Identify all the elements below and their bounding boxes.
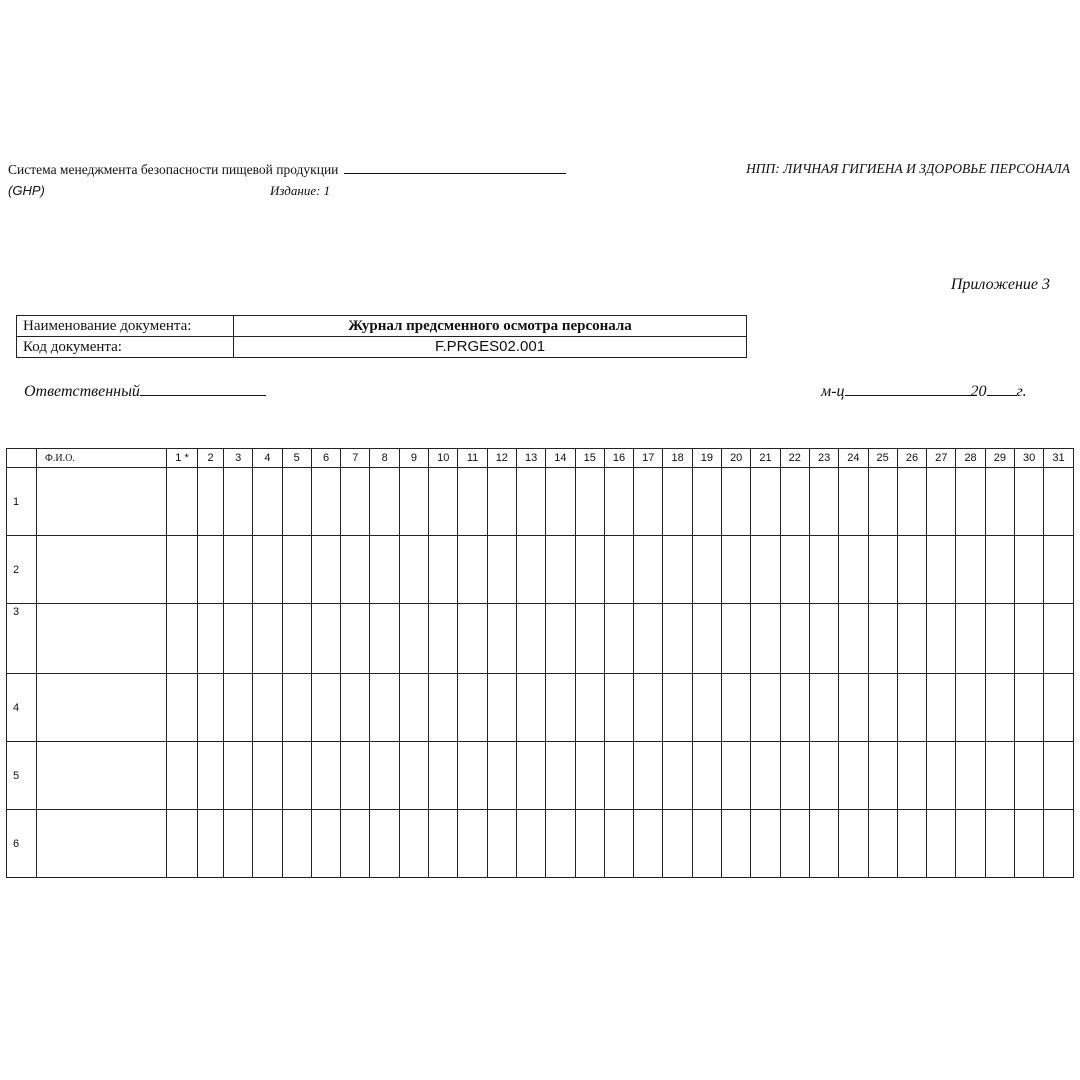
- day-header: 22: [780, 449, 809, 468]
- day-cell[interactable]: [198, 468, 224, 536]
- day-cell[interactable]: [839, 810, 868, 878]
- day-cell[interactable]: [224, 468, 253, 536]
- day-cell[interactable]: [1015, 604, 1044, 674]
- day-header: 12: [487, 449, 516, 468]
- day-cell[interactable]: [341, 742, 370, 810]
- document-name-row: [17, 316, 747, 337]
- day-cell[interactable]: [224, 674, 253, 742]
- document-name-value: Журнал предсменного осмотра персонала: [234, 316, 747, 337]
- day-cell[interactable]: [282, 468, 311, 536]
- day-cell[interactable]: [341, 536, 370, 604]
- day-cell[interactable]: [198, 536, 224, 604]
- day-cell[interactable]: [370, 468, 399, 536]
- day-cell[interactable]: [311, 810, 340, 878]
- document-code-label: Код документа:: [17, 337, 234, 358]
- day-cell[interactable]: [311, 742, 340, 810]
- day-header: 25: [868, 449, 897, 468]
- day-cell[interactable]: [198, 674, 224, 742]
- day-cell[interactable]: [780, 674, 809, 742]
- day-cell[interactable]: [1044, 810, 1073, 878]
- day-cell[interactable]: [809, 536, 838, 604]
- year-suffix: г.: [1016, 383, 1027, 400]
- fio-cell[interactable]: [37, 810, 167, 878]
- system-blank-line: [344, 161, 566, 174]
- day-cell[interactable]: [546, 674, 575, 742]
- day-cell[interactable]: [458, 604, 487, 674]
- day-cell[interactable]: [458, 468, 487, 536]
- day-cell[interactable]: [985, 604, 1014, 674]
- day-cell[interactable]: [868, 604, 897, 674]
- day-header: 11: [458, 449, 487, 468]
- day-cell[interactable]: [282, 604, 311, 674]
- day-cell[interactable]: [487, 536, 516, 604]
- day-header: 13: [516, 449, 545, 468]
- day-cell[interactable]: [809, 810, 838, 878]
- ghp-label: (GHP): [8, 183, 45, 198]
- day-cell[interactable]: [956, 742, 985, 810]
- day-cell[interactable]: [370, 536, 399, 604]
- day-cell[interactable]: [399, 468, 428, 536]
- table-row: [7, 604, 1080, 674]
- day-cell[interactable]: [224, 742, 253, 810]
- day-cell[interactable]: [546, 468, 575, 536]
- day-cell[interactable]: [224, 604, 253, 674]
- row-number: 2: [7, 536, 37, 604]
- day-cell[interactable]: [311, 468, 340, 536]
- inspection-grid: [6, 448, 1080, 878]
- day-cell[interactable]: [1015, 742, 1044, 810]
- day-cell[interactable]: [839, 742, 868, 810]
- day-cell[interactable]: [780, 742, 809, 810]
- day-cell[interactable]: [516, 468, 545, 536]
- day-cell[interactable]: [282, 674, 311, 742]
- day-header: 18: [663, 449, 692, 468]
- day-cell[interactable]: [985, 536, 1014, 604]
- day-cell[interactable]: [575, 810, 604, 878]
- day-cell[interactable]: [1044, 536, 1073, 604]
- day-cell[interactable]: [868, 810, 897, 878]
- day-cell[interactable]: [897, 604, 926, 674]
- day-header: 6: [311, 449, 340, 468]
- day-cell[interactable]: [634, 810, 663, 878]
- day-cell[interactable]: [575, 674, 604, 742]
- row-number: 3: [7, 604, 37, 674]
- year-prefix: 20: [970, 383, 987, 400]
- day-cell[interactable]: [458, 536, 487, 604]
- day-cell[interactable]: [198, 742, 224, 810]
- day-cell[interactable]: [546, 742, 575, 810]
- day-cell[interactable]: [692, 810, 721, 878]
- document-code-row: [17, 337, 747, 358]
- day-cell[interactable]: [546, 536, 575, 604]
- day-header: 19: [692, 449, 721, 468]
- day-cell[interactable]: [429, 810, 458, 878]
- day-cell[interactable]: [311, 536, 340, 604]
- responsible-field: [24, 380, 266, 401]
- day-cell[interactable]: [1044, 674, 1073, 742]
- day-cell[interactable]: [897, 468, 926, 536]
- day-header: 27: [927, 449, 956, 468]
- appendix-label: Приложение 3: [950, 276, 1050, 293]
- day-cell[interactable]: [780, 468, 809, 536]
- day-cell[interactable]: [722, 810, 751, 878]
- day-header: 10: [429, 449, 458, 468]
- day-cell[interactable]: [429, 536, 458, 604]
- day-cell[interactable]: [692, 468, 721, 536]
- row-number-header: [7, 449, 37, 468]
- day-cell[interactable]: [604, 536, 633, 604]
- day-cell[interactable]: [370, 674, 399, 742]
- day-cell[interactable]: [253, 468, 282, 536]
- day-cell[interactable]: [809, 742, 838, 810]
- year-blank-line[interactable]: [987, 380, 1017, 396]
- day-cell[interactable]: [516, 536, 545, 604]
- day-cell[interactable]: [1044, 468, 1073, 536]
- day-cell[interactable]: [167, 468, 198, 536]
- day-cell[interactable]: [167, 536, 198, 604]
- day-cell[interactable]: [399, 674, 428, 742]
- day-cell[interactable]: [604, 810, 633, 878]
- day-cell[interactable]: [751, 536, 780, 604]
- day-cell[interactable]: [722, 674, 751, 742]
- document-name-label: Наименование документа:: [17, 316, 234, 337]
- day-cell[interactable]: [839, 604, 868, 674]
- responsible-blank-line[interactable]: [140, 380, 266, 396]
- day-cell[interactable]: [663, 674, 692, 742]
- responsible-label: Ответственный: [24, 383, 140, 400]
- day-cell[interactable]: [341, 604, 370, 674]
- day-cell[interactable]: [927, 536, 956, 604]
- day-header: 1 *: [167, 449, 198, 468]
- day-cell[interactable]: [839, 468, 868, 536]
- day-header: 23: [809, 449, 838, 468]
- day-cell[interactable]: [487, 810, 516, 878]
- day-cell[interactable]: [253, 604, 282, 674]
- day-cell[interactable]: [516, 604, 545, 674]
- day-header: 17: [634, 449, 663, 468]
- day-cell[interactable]: [722, 742, 751, 810]
- table-row: [7, 810, 1080, 878]
- day-cell[interactable]: [897, 810, 926, 878]
- day-cell[interactable]: [516, 674, 545, 742]
- day-cell[interactable]: [956, 536, 985, 604]
- day-cell[interactable]: [722, 536, 751, 604]
- day-header: 28: [956, 449, 985, 468]
- topic-heading: НПП: ЛИЧНАЯ ГИГИЕНА И ЗДОРОВЬЕ ПЕРСОНАЛА: [746, 161, 1070, 176]
- day-cell[interactable]: [167, 604, 198, 674]
- day-cell[interactable]: [634, 604, 663, 674]
- day-cell[interactable]: [311, 674, 340, 742]
- day-cell[interactable]: [985, 674, 1014, 742]
- day-header: 3: [224, 449, 253, 468]
- table-row: [7, 536, 1080, 604]
- day-cell[interactable]: [927, 742, 956, 810]
- day-cell[interactable]: [780, 604, 809, 674]
- day-cell[interactable]: [927, 674, 956, 742]
- day-cell[interactable]: [780, 810, 809, 878]
- day-cell[interactable]: [1044, 742, 1073, 810]
- day-cell[interactable]: [956, 810, 985, 878]
- month-label: м-ц: [821, 383, 845, 400]
- day-cell[interactable]: [663, 810, 692, 878]
- day-cell[interactable]: [516, 810, 545, 878]
- day-cell[interactable]: [311, 604, 340, 674]
- day-cell[interactable]: [751, 604, 780, 674]
- month-blank-line[interactable]: [845, 380, 971, 396]
- day-cell[interactable]: [692, 536, 721, 604]
- day-cell[interactable]: [282, 742, 311, 810]
- row-number: 1: [7, 468, 37, 536]
- day-cell[interactable]: [253, 536, 282, 604]
- month-year-field: [821, 380, 1027, 401]
- day-cell[interactable]: [809, 468, 838, 536]
- day-cell[interactable]: [487, 468, 516, 536]
- day-cell[interactable]: [198, 604, 224, 674]
- day-cell[interactable]: [897, 674, 926, 742]
- day-cell[interactable]: [429, 468, 458, 536]
- day-cell[interactable]: [751, 674, 780, 742]
- day-cell[interactable]: [897, 742, 926, 810]
- day-header: 9: [399, 449, 428, 468]
- day-cell[interactable]: [487, 604, 516, 674]
- day-cell[interactable]: [956, 468, 985, 536]
- day-cell[interactable]: [458, 810, 487, 878]
- fio-header: Ф.И.О.: [37, 449, 167, 468]
- day-cell[interactable]: [575, 742, 604, 810]
- day-cell[interactable]: [399, 810, 428, 878]
- day-cell[interactable]: [458, 742, 487, 810]
- day-cell[interactable]: [575, 604, 604, 674]
- fio-cell[interactable]: [37, 674, 167, 742]
- day-cell[interactable]: [927, 604, 956, 674]
- day-cell[interactable]: [751, 810, 780, 878]
- day-cell[interactable]: [634, 674, 663, 742]
- day-header: 30: [1015, 449, 1044, 468]
- document-info-table: [16, 315, 747, 358]
- day-cell[interactable]: [1015, 536, 1044, 604]
- fio-cell[interactable]: [37, 536, 167, 604]
- day-cell[interactable]: [224, 810, 253, 878]
- system-heading: [8, 161, 566, 178]
- day-cell[interactable]: [956, 674, 985, 742]
- day-cell[interactable]: [341, 810, 370, 878]
- day-cell[interactable]: [985, 468, 1014, 536]
- day-cell[interactable]: [341, 674, 370, 742]
- day-header: 21: [751, 449, 780, 468]
- day-cell[interactable]: [487, 742, 516, 810]
- day-cell[interactable]: [868, 742, 897, 810]
- day-cell[interactable]: [198, 810, 224, 878]
- table-row: [7, 674, 1080, 742]
- day-cell[interactable]: [399, 604, 428, 674]
- day-cell[interactable]: [253, 810, 282, 878]
- day-cell[interactable]: [253, 674, 282, 742]
- day-cell[interactable]: [253, 742, 282, 810]
- day-cell[interactable]: [663, 468, 692, 536]
- day-cell[interactable]: [1015, 810, 1044, 878]
- fio-cell[interactable]: [37, 468, 167, 536]
- day-cell[interactable]: [692, 742, 721, 810]
- day-cell[interactable]: [341, 468, 370, 536]
- fio-cell[interactable]: [37, 742, 167, 810]
- row-number: 4: [7, 674, 37, 742]
- day-cell[interactable]: [1044, 604, 1073, 674]
- day-cell[interactable]: [956, 604, 985, 674]
- document-code-value: F.PRGES02.001: [234, 337, 747, 358]
- system-text: Система менеджмента безопасности пищевой продукции: [8, 162, 339, 177]
- day-header: 15: [575, 449, 604, 468]
- table-row: [7, 468, 1080, 536]
- day-cell[interactable]: [458, 674, 487, 742]
- day-cell[interactable]: [604, 674, 633, 742]
- day-header: 4: [253, 449, 282, 468]
- day-cell[interactable]: [780, 536, 809, 604]
- day-cell[interactable]: [663, 536, 692, 604]
- day-cell[interactable]: [722, 468, 751, 536]
- day-cell[interactable]: [370, 810, 399, 878]
- day-cell[interactable]: [516, 742, 545, 810]
- day-cell[interactable]: [1015, 674, 1044, 742]
- day-cell[interactable]: [751, 468, 780, 536]
- day-header: 2: [198, 449, 224, 468]
- day-cell[interactable]: [604, 604, 633, 674]
- day-cell[interactable]: [897, 536, 926, 604]
- day-header: 7: [341, 449, 370, 468]
- day-header: 16: [604, 449, 633, 468]
- day-cell[interactable]: [1015, 468, 1044, 536]
- day-cell[interactable]: [985, 810, 1014, 878]
- day-cell[interactable]: [429, 742, 458, 810]
- day-cell[interactable]: [722, 604, 751, 674]
- fio-cell[interactable]: [37, 604, 167, 674]
- day-header: 31: [1044, 449, 1073, 468]
- day-cell[interactable]: [370, 604, 399, 674]
- day-cell[interactable]: [429, 604, 458, 674]
- day-cell[interactable]: [575, 468, 604, 536]
- day-cell[interactable]: [575, 536, 604, 604]
- day-cell[interactable]: [546, 810, 575, 878]
- day-header: 20: [722, 449, 751, 468]
- day-cell[interactable]: [809, 604, 838, 674]
- day-cell[interactable]: [604, 468, 633, 536]
- day-header: 8: [370, 449, 399, 468]
- day-cell[interactable]: [429, 674, 458, 742]
- day-cell[interactable]: [985, 742, 1014, 810]
- day-cell[interactable]: [634, 742, 663, 810]
- day-cell[interactable]: [370, 742, 399, 810]
- day-cell[interactable]: [751, 742, 780, 810]
- day-cell[interactable]: [868, 468, 897, 536]
- day-cell[interactable]: [282, 536, 311, 604]
- day-cell[interactable]: [634, 536, 663, 604]
- day-cell[interactable]: [604, 742, 633, 810]
- row-number: 6: [7, 810, 37, 878]
- day-header: 14: [546, 449, 575, 468]
- day-cell[interactable]: [167, 810, 198, 878]
- day-cell[interactable]: [167, 674, 198, 742]
- edition-label: Издание: 1: [270, 183, 331, 198]
- row-number: 5: [7, 742, 37, 810]
- day-cell[interactable]: [868, 536, 897, 604]
- day-header: 29: [985, 449, 1014, 468]
- day-cell[interactable]: [634, 468, 663, 536]
- grid-header-row: [7, 449, 1080, 468]
- day-cell[interactable]: [692, 604, 721, 674]
- day-header: 26: [897, 449, 926, 468]
- day-cell[interactable]: [692, 674, 721, 742]
- day-cell[interactable]: [224, 536, 253, 604]
- day-header: 5: [282, 449, 311, 468]
- table-row: [7, 742, 1080, 810]
- day-cell[interactable]: [282, 810, 311, 878]
- day-cell[interactable]: [839, 536, 868, 604]
- day-cell[interactable]: [809, 674, 838, 742]
- day-cell[interactable]: [546, 604, 575, 674]
- day-cell[interactable]: [399, 536, 428, 604]
- day-cell[interactable]: [663, 742, 692, 810]
- day-cell[interactable]: [927, 810, 956, 878]
- day-cell[interactable]: [927, 468, 956, 536]
- day-cell[interactable]: [487, 674, 516, 742]
- day-header: 24: [839, 449, 868, 468]
- day-cell[interactable]: [839, 674, 868, 742]
- day-cell[interactable]: [663, 604, 692, 674]
- day-cell[interactable]: [399, 742, 428, 810]
- day-cell[interactable]: [868, 674, 897, 742]
- day-cell[interactable]: [167, 742, 198, 810]
